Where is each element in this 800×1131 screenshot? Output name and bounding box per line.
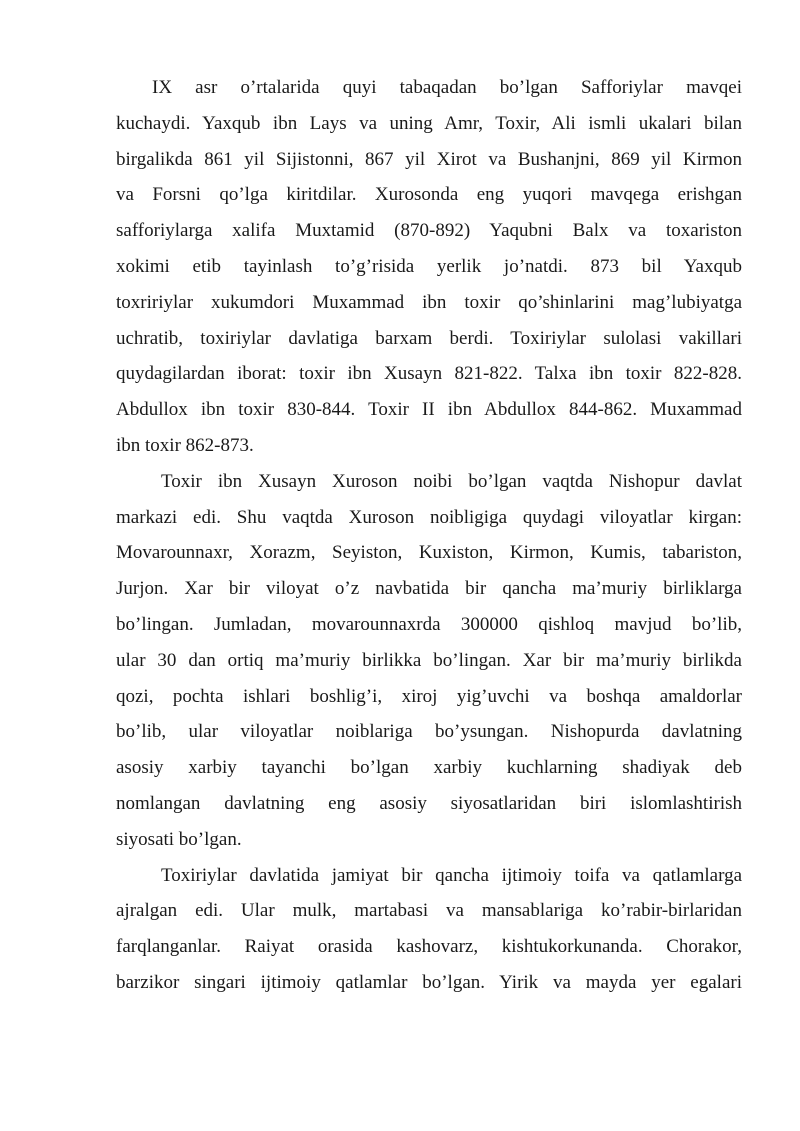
paragraph-toxiriylar-jamiyat [116, 858, 742, 1001]
text-line: IX asr o’rtalarida quyi tabaqadan bo’lgan Safforiylar mavqei [152, 77, 742, 98]
text-line: markazi edi. Shu vaqtda Xuroson noibligiga quydagi viloyatlar kirgan: [116, 506, 742, 528]
text-line: Toxiriylar davlatida jamiyat bir qancha ijtimoiy toifa va qatlamlarga [161, 864, 742, 886]
text-line: birgalikda 861 yil Sijistonni, 867 yil Xirot va Bushanjni, 869 yil Kirmon [116, 148, 742, 170]
paragraph-safforiylar [116, 70, 742, 464]
text-line: nomlangan davlatning eng asosiy siyosatlaridan biri islomlashtirish [116, 792, 742, 814]
text-line: kuchaydi. Yaxqub ibn Lays va uning Amr, Toxir, Ali ismli ukalari bilan [116, 112, 742, 134]
text-line: asosiy xarbiy tayanchi bo’lgan xarbiy kuchlarning shadiyak deb [116, 757, 742, 779]
text-line: quydagilardan iborat: toxir ibn Xusayn 821-822. Talxa ibn toxir 822-828. [116, 363, 742, 385]
text-line: ibn toxir 862-873. [116, 434, 254, 456]
text-line: Abdullox ibn toxir 830-844. Toxir II ibn Abdullox 844-862. Muxammad [116, 399, 742, 421]
text-line: safforiylarga xalifa Muxtamid (870-892) Yaqubni Balx va toxariston [116, 220, 742, 242]
text-line: Movarounnaxr, Xorazm, Seyiston, Kuxiston, Kirmon, Kumis, tabariston, [116, 542, 742, 564]
text-line: xokimi etib tayinlash to’g’risida yerlik jo’natdi. 873 bil Yaxqub [116, 255, 742, 277]
text-line: uchratib, toxiriylar davlatiga barxam berdi. Toxiriylar sulolasi vakillari [116, 327, 742, 349]
document-page [116, 70, 742, 1001]
text-line: bo’lib, ular viloyatlar noiblariga bo’ysungan. Nishopurda davlatning [116, 721, 742, 743]
text-line: qozi, pochta ishlari boshlig’i, xiroj yig’uvchi va boshqa amaldorlar [116, 685, 742, 707]
text-line: toxririylar xukumdori Muxammad ibn toxir qo’shinlarini mag’lubiyatga [116, 291, 742, 313]
text-line: ajralgan edi. Ular mulk, martabasi va mansablariga ko’rabir-birlaridan [116, 900, 742, 922]
text-line: ular 30 dan ortiq ma’muriy birlikka bo’lingan. Xar bir ma’muriy birlikda [116, 649, 742, 671]
text-line: bo’lingan. Jumladan, movarounnaxrda 300000 qishloq mavjud bo’lib, [116, 613, 742, 635]
text-line: barzikor singari ijtimoiy qatlamlar bo’lgan. Yirik va mayda yer egalari [116, 971, 742, 993]
text-line: Jurjon. Xar bir viloyat o’z navbatida bir qancha ma’muriy birliklarga [116, 578, 742, 600]
text-line: va Forsni qo’lga kiritdilar. Xurosonda eng yuqori mavqega erishgan [116, 184, 742, 206]
text-line: siyosati bo’lgan. [116, 828, 242, 850]
paragraph-toxir-ibn-xusayn [116, 464, 742, 858]
text-line: Toxir ibn Xusayn Xuroson noibi bo’lgan vaqtda Nishopur davlat [161, 470, 742, 492]
text-line: farqlanganlar. Raiyat orasida kashovarz, kishtukorkunanda. Chorakor, [116, 936, 742, 958]
